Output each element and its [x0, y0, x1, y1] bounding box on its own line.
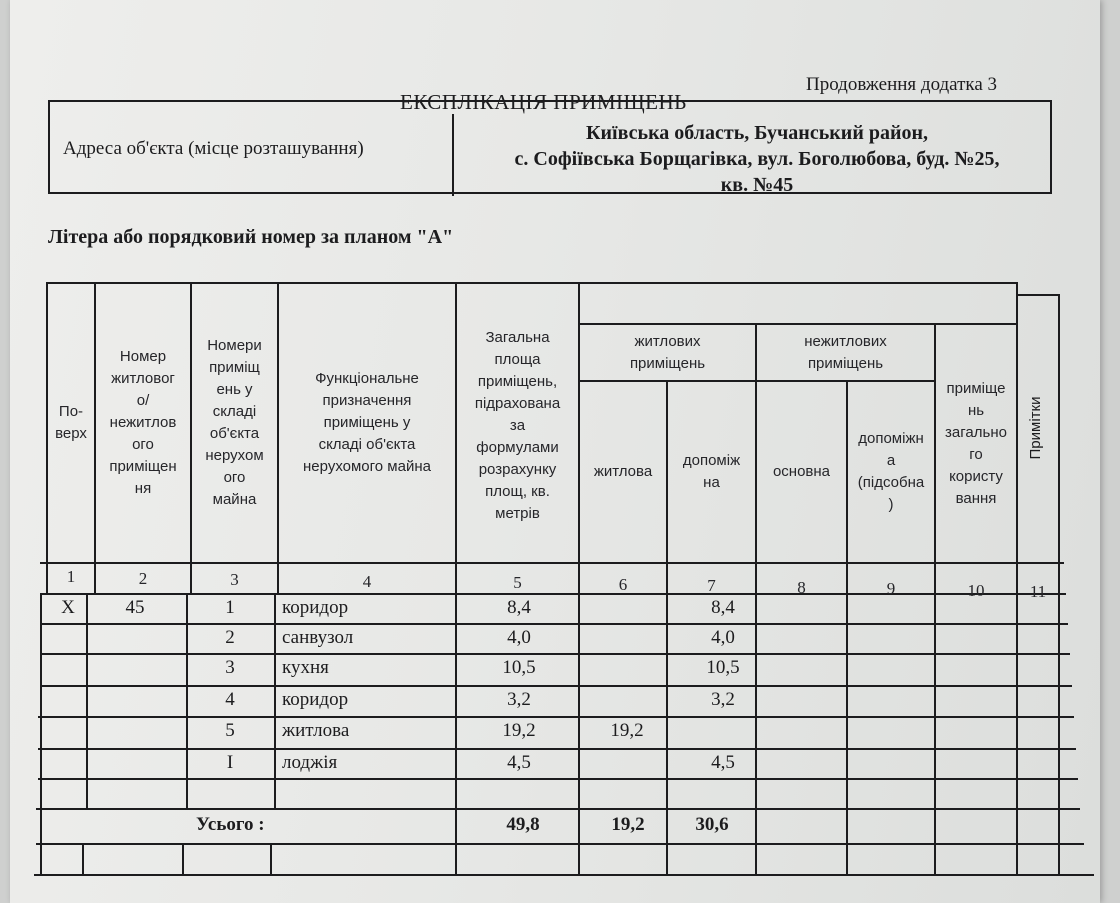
table-cell-total: 8,4: [507, 597, 531, 618]
address-label: Адреса об'єкта (місце розташування): [63, 138, 364, 159]
grid-line: [274, 593, 276, 808]
column-number: 11: [1029, 582, 1047, 601]
address-line-1: Київська область, Бучанський район,: [585, 122, 929, 144]
column-number: 4: [362, 571, 372, 591]
grid-line: [34, 874, 1094, 876]
table-cell-auxiliary: 10,5: [706, 657, 740, 678]
header-auxiliary: допоміж на: [682, 452, 741, 491]
grid-line: [40, 653, 1070, 655]
table-cell-name: лоджія: [282, 752, 338, 773]
table-cell-auxiliary: 4,5: [711, 752, 735, 773]
header-function: Функціональне призначення приміщень у складі об'єкта нерухомого майна: [303, 370, 431, 475]
table-cell-living: 19,2: [610, 720, 644, 741]
table-cell-name: кухня: [282, 657, 329, 678]
header-residential-group: житлових приміщень: [629, 332, 706, 372]
grid-line: [186, 593, 188, 808]
appendix-continuation-note: Продовження додатка 3: [806, 74, 998, 95]
column-number: 9: [886, 579, 896, 598]
table-cell-total: 10,5: [502, 657, 536, 678]
document-title: ЕКСПЛІКАЦІЯ ПРИМІЩЕНЬ: [400, 90, 687, 114]
column-number: 6: [618, 574, 628, 594]
header-floor: По- верх: [55, 403, 87, 442]
header-living: житлова: [593, 463, 653, 480]
header-notes: Примітки: [1027, 396, 1044, 460]
grid-line: [38, 778, 1078, 780]
totals-total-area: 49,8: [506, 814, 540, 835]
grid-line: [38, 716, 1074, 718]
column-number: 8: [797, 577, 806, 597]
plan-letter-line: Літера або порядковий номер за планом "А": [48, 226, 454, 248]
table-cell-room: 4: [225, 689, 235, 710]
grid-line: [36, 843, 1084, 845]
totals-living: 19,2: [611, 814, 645, 835]
column-number: 1: [66, 567, 76, 586]
grid-line: [1016, 282, 1018, 874]
grid-line: [40, 562, 1064, 564]
header-nonresidential-group: нежитлових приміщень: [804, 332, 887, 372]
table-cell-name: коридор: [282, 689, 349, 710]
grid-line: [40, 593, 42, 874]
table-cell-name: житлова: [282, 720, 350, 741]
grid-line: [40, 623, 1068, 625]
table-cell-auxiliary: 3,2: [711, 689, 735, 710]
table-cell-room: 1: [225, 597, 235, 618]
header-total-area: Загальна площа приміщень, підрахована за формулами розрахунку площ, кв. метрів: [474, 329, 561, 522]
column-number: 5: [513, 573, 522, 592]
table-cell-room: 5: [225, 720, 235, 741]
column-number: 2: [138, 568, 148, 588]
header-unit-number: Номер житловог о/ нежитлов ого приміщен ня: [109, 348, 177, 497]
table-cell-total: 4,5: [507, 752, 531, 773]
table-cell-auxiliary: 4,0: [711, 627, 735, 648]
table-cell-room: 3: [225, 657, 235, 678]
address-line-3: кв. №45: [720, 174, 794, 196]
table-cell-name: коридор: [282, 597, 349, 618]
grid-line: [82, 843, 84, 874]
grid-line: [1058, 294, 1060, 874]
table-cell-auxiliary: 8,4: [711, 597, 735, 618]
header-room-number: Номери приміщ ень у складі об'єкта нерухом ого майна: [205, 337, 264, 508]
table-cell-unit: 45: [125, 597, 145, 618]
header-aux-utility: допоміжн а (підсобна ): [857, 430, 925, 513]
column-number: 7: [707, 576, 716, 595]
table-cell-total: 19,2: [502, 720, 536, 741]
header-main: основна: [772, 463, 831, 480]
table-cell-room: 2: [225, 627, 235, 648]
table-cell-room: I: [226, 752, 234, 773]
grid-line: [270, 843, 272, 874]
column-number: 3: [230, 570, 239, 589]
header-common-use: приміще нь загально го користу вання: [945, 379, 1007, 507]
table-cell-floor: X: [61, 597, 75, 618]
table-cell-total: 4,0: [507, 627, 531, 648]
grid-line: [182, 843, 184, 874]
totals-auxiliary: 30,6: [695, 814, 729, 835]
grid-line: [86, 593, 88, 808]
address-line-2: с. Софіївська Борщагівка, вул. Боголюбова, буд. №25,: [514, 148, 1000, 170]
grid-line: [36, 808, 1080, 810]
grid-line: [38, 748, 1076, 750]
column-number: 10: [967, 580, 985, 600]
grid-line: [40, 685, 1072, 687]
table-cell-total: 3,2: [507, 689, 531, 710]
grid-line: [1016, 294, 1058, 296]
totals-label: Усього :: [196, 814, 265, 835]
table-cell-name: санвузол: [282, 627, 354, 648]
